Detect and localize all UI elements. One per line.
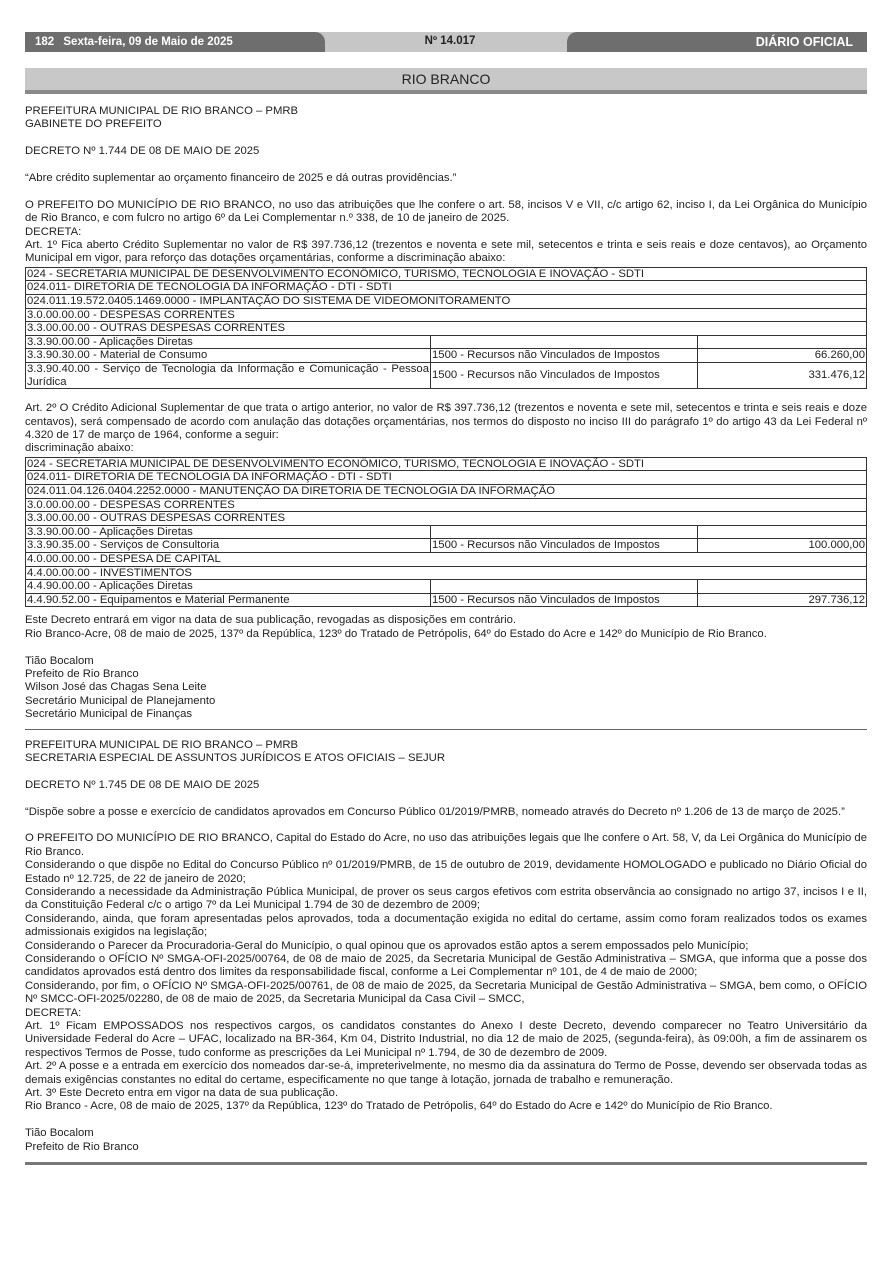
budget-description-cell: 4.4.00.00.00 - INVESTIMENTOS: [26, 566, 867, 580]
publication-name: DIÁRIO OFICIAL: [567, 32, 867, 52]
amount-cell: 297.736,12: [698, 593, 867, 607]
edition-number: Nº 14.017: [325, 32, 575, 52]
funding-source-cell: [431, 580, 698, 594]
decree-summary: “Abre crédito suplementar ao orçamento financeiro de 2025 e dá outras providências.”: [25, 172, 457, 184]
budget-description-cell: 024 - SECRETARIA MUNICIPAL DE DESENVOLVIMENTO ECONÔMICO, TURISMO, TECNOLOGIA E INOVAÇÃO - SDTI: [26, 267, 867, 281]
table-row: [26, 580, 867, 594]
table-row: [26, 525, 867, 539]
decree-paragraph: Rio Branco - Acre, 08 de maio de 2025, 137º da República, 123º do Tratado de Petrópolis, 64º do Estado do Acre e 142º do Município de Rio Branco.: [25, 1100, 773, 1113]
decree-paragraph: Considerando o que dispõe no Edital do Concurso Público nº 01/2019/PMRB, de 15 de outubro de 2019, devidamente HOMOLOGADO e publicado no Diário Oficial do Estado nº 12.725, de 22 de janeiro de 2020;: [25, 859, 867, 885]
decree-paragraph: Art. 2º A posse e a entrada em exercício dos nomeados dar-se-á, impreterivelmente, no mesmo dia da assinatura do Termo de Posse, devendo ser observada todas as demais exigências constantes no edital do certame, especificamente no que tange à lotação, jornada de trabalho e remuneração.: [25, 1060, 867, 1086]
decree-paragraph: O PREFEITO DO MUNICÍPIO DE RIO BRANCO, Capital do Estado do Acre, no uso das atribuições legais que lhe confere o Art. 58, V, da Lei Orgânica do Município de Rio Branco.: [25, 832, 867, 858]
signature-line: Tião Bocalom: [25, 1127, 94, 1140]
table-row: [26, 539, 867, 553]
table-row: [26, 566, 867, 580]
table-row: [26, 308, 867, 322]
funding-source-cell: [431, 525, 698, 539]
budget-description-cell: 024.011- DIRETORIA DE TECNOLOGIA DA INFORMAÇÃO - DTI - SDTI: [26, 471, 867, 485]
org-line-2: GABINETE DO PREFEITO: [25, 118, 162, 131]
funding-source-cell: 1500 - Recursos não Vinculados de Impostos: [431, 349, 698, 363]
funding-source-cell: [431, 335, 698, 349]
decree-1745: [25, 739, 867, 1155]
funding-source-cell: 1500 - Recursos não Vinculados de Impostos: [431, 593, 698, 607]
budget-description-cell: 024.011.04.126.0404.2252.0000 - MANUTENÇÃO DA DIRETORIA DE TECNOLOGIA DA INFORMAÇÃO: [26, 484, 867, 498]
amount-cell: 100.000,00: [698, 539, 867, 553]
budget-table-annulment: [25, 457, 867, 608]
budget-description-cell: 4.0.00.00.00 - DESPESA DE CAPITAL: [26, 552, 867, 566]
budget-description-cell: 024 - SECRETARIA MUNICIPAL DE DESENVOLVIMENTO ECONÔMICO, TURISMO, TECNOLOGIA E INOVAÇÃO - SDTI: [26, 457, 867, 471]
org-line-1: PREFEITURA MUNICIPAL DE RIO BRANCO – PMRB: [25, 105, 299, 117]
funding-source-cell: 1500 - Recursos não Vinculados de Impostos: [431, 539, 698, 553]
decree-paragraph: Considerando, por fim, o OFÍCIO Nº SMGA-OFI-2025/00761, de 08 de maio de 2025, da Secretaria Municipal de Gestão Administrativa – SMGA, bem como, o OFÍCIO Nº SMCC-OFI-2025/02280, de 08 de maio de 2025, da Secretaria Municipal da Casa Civil – SMCC,: [25, 979, 867, 1006]
signature-line: Secretário Municipal de Finanças: [25, 708, 193, 721]
budget-description-cell: 3.0.00.00.00 - DESPESAS CORRENTES: [26, 308, 867, 322]
budget-table-supplement: [25, 267, 867, 389]
budget-description-cell: 024.011- DIRETORIA DE TECNOLOGIA DA INFORMAÇÃO - DTI - SDTI: [26, 281, 867, 295]
amount-cell: [698, 580, 867, 594]
issue-date: Sexta-feira, 09 de Maio de 2025: [63, 36, 233, 48]
signature-block: [25, 655, 867, 722]
decree-paragraph: Art. 1º Ficam EMPOSSADOS nos respectivos cargos, os candidatos constantes do Anexo I deste Decreto, devendo comparecer no Teatro Universitário da Universidade Federal do Acre – UFAC, localizado na BR-364, Km 04, Distrito Industrial, no dia 12 de maio de 2025, (segunda-feira), às 09:00h, a fim de assinarem os respectivos Termos de Posse, tudo conforme as prescrições da Lei Municipal nº 1.794, de 30 de dezembro de 2009.: [25, 1020, 867, 1059]
table-row: [26, 281, 867, 295]
signature-line: Secretário Municipal de Planejamento: [25, 694, 216, 707]
decree-paragraph: Considerando o OFÍCIO Nº SMGA-OFI-2025/00764, de 08 de maio de 2025, da Secretaria Municipal de Gestão Administrativa – SMGA, que informa que a posse dos candidatos aprovados está dentro dos limites da responsabilidade fiscal, conforme a Lei Complementar nº 101, de 4 de maio de 2000;: [25, 953, 867, 979]
decree-body: [25, 832, 867, 1114]
budget-description-cell: 4.4.90.00.00 - Aplicações Diretas: [26, 580, 431, 594]
table-row: [26, 362, 867, 388]
table-row: [26, 322, 867, 336]
amount-cell: [698, 525, 867, 539]
decreta-label: DECRETA:: [25, 225, 82, 238]
signature-line: Prefeito de Rio Branco: [25, 667, 139, 680]
amount-cell: [698, 335, 867, 349]
table-row: [26, 552, 867, 566]
budget-description-cell: 024.011.19.572.0405.1469.0000 - IMPLANTAÇÃO DO SISTEMA DE VIDEOMONITORAMENTO: [26, 295, 867, 309]
table-row: [26, 471, 867, 485]
budget-description-cell: 3.3.00.00.00 - OUTRAS DESPESAS CORRENTES: [26, 512, 867, 526]
signature-line: Prefeito de Rio Branco: [25, 1140, 139, 1153]
header-left: [25, 32, 325, 52]
table-row: [26, 335, 867, 349]
closing-effect: Este Decreto entrará em vigor na data de sua publicação, revogadas as disposições em contrário.: [25, 614, 517, 627]
discriminacao-label: discriminação abaixo:: [25, 442, 134, 455]
funding-source-cell: 1500 - Recursos não Vinculados de Impostos: [431, 362, 698, 388]
org-line-2: SECRETARIA ESPECIAL DE ASSUNTOS JURÍDICOS E ATOS OFICIAIS – SEJUR: [25, 751, 445, 764]
signature-block: [25, 1127, 867, 1154]
budget-description-cell: 3.3.90.00.00 - Aplicações Diretas: [26, 335, 431, 349]
newspaper-page: [25, 32, 867, 1165]
decree-paragraph: Art. 3º Este Decreto entra em vigor na data de sua publicação.: [25, 1087, 339, 1100]
budget-description-cell: 3.3.00.00.00 - OUTRAS DESPESAS CORRENTES: [26, 322, 867, 336]
table-row: [26, 484, 867, 498]
table-row: [26, 267, 867, 281]
page-header: [25, 32, 867, 52]
decree-paragraph: DECRETA:: [25, 1006, 82, 1019]
decree-paragraph: Considerando, ainda, que foram apresentadas pelos aprovados, toda a documentação exigida no edital do certame, assim como foram realizados todos os exames admissionais exigidos na legislação;: [25, 912, 867, 939]
page-number: 182: [35, 36, 55, 48]
section-divider: [25, 729, 867, 730]
amount-cell: 331.476,12: [698, 362, 867, 388]
amount-cell: 66.260,00: [698, 349, 867, 363]
budget-description-cell: 3.0.00.00.00 - DESPESAS CORRENTES: [26, 498, 867, 512]
article-1: Art. 1º Fica aberto Crédito Suplementar no valor de R$ 397.736,12 (trezentos e noventa e sete mil, setecentos e trinta e seis reais e doze centavos), ao Orçamento Municipal em vigor, para reforço das dotações orçamentárias, conforme a discriminação abaixo:: [25, 239, 867, 265]
table-row: [26, 498, 867, 512]
budget-description-cell: 3.3.90.30.00 - Material de Consumo: [26, 349, 431, 363]
org-line-1: PREFEITURA MUNICIPAL DE RIO BRANCO – PMRB: [25, 738, 299, 751]
decree-summary: “Dispõe sobre a posse e exercício de candidatos aprovados em Concurso Público 01/2019/PMRB, nomeado através do Decreto nº 1.206 de 13 de março de 2025.”: [25, 805, 845, 818]
article-2: Art. 2º O Crédito Adicional Suplementar de que trata o artigo anterior, no valor de R$ 397.736,12 (trezentos e noventa e sete mil, setecentos e trinta e seis reais e doze centavos), será compensado de acordo com anulação das dotações orçamentárias, nos termos do disposto no inciso III do parágrafo 1º do artigo 43 da Lei Federal nº 4.320 de 17 de março de 1964, conforme a seguir:: [25, 402, 867, 441]
budget-description-cell: 3.3.90.40.00 - Serviço de Tecnologia da Informação e Comunicação - Pessoa Jurídica: [27, 362, 429, 388]
bottom-rule: [25, 1162, 867, 1165]
decree-preamble: O PREFEITO DO MUNICÍPIO DE RIO BRANCO, no uso das atribuições que lhe confere o art. 58, incisos V e VII, c/c artigo 62, inciso I, da Lei Orgânica do Município de Rio Branco, e com fulcro no artigo 6º da Lei Complementar n.º 338, de 10 de janeiro de 2025.: [25, 198, 867, 225]
table-row: [26, 512, 867, 526]
budget-description-cell: 3.3.90.00.00 - Aplicações Diretas: [26, 525, 431, 539]
decree-title: DECRETO Nº 1.745 DE 08 DE MAIO DE 2025: [25, 778, 260, 791]
table-row: [26, 295, 867, 309]
budget-description-cell: 4.4.90.52.00 - Equipamentos e Material Permanente: [26, 593, 431, 607]
decree-1744: [25, 105, 867, 722]
signature-line: Tião Bocalom: [25, 654, 94, 667]
table-row: [26, 457, 867, 471]
budget-description-cell: 3.3.90.35.00 - Serviços de Consultoria: [26, 539, 431, 553]
decree-paragraph: Considerando a necessidade da Administração Pública Municipal, de prover os seus cargos efetivos com estrita observância ao consignado no artigo 37, incisos I e II, da Constituição Federal c/c o artigo 7º da Lei Municipal 1.794 de 30 de dezembro de 2009;: [25, 885, 867, 912]
decree-paragraph: Considerando o Parecer da Procuradoria-Geral do Município, o qual opinou que os aprovados estão aptos a serem empossados pelo Município;: [25, 939, 749, 952]
decree-title: DECRETO Nº 1.744 DE 08 DE MAIO DE 2025: [25, 145, 260, 158]
table-row: [26, 349, 867, 363]
closing-place-date: Rio Branco-Acre, 08 de maio de 2025, 137º da República, 123º do Tratado de Petrópolis, 64º do Estado do Acre e 142º do Município de Rio Branco.: [25, 627, 767, 640]
signature-line: Wilson José das Chagas Sena Leite: [25, 681, 207, 694]
section-title: RIO BRANCO: [25, 68, 867, 94]
table-row: [26, 593, 867, 607]
